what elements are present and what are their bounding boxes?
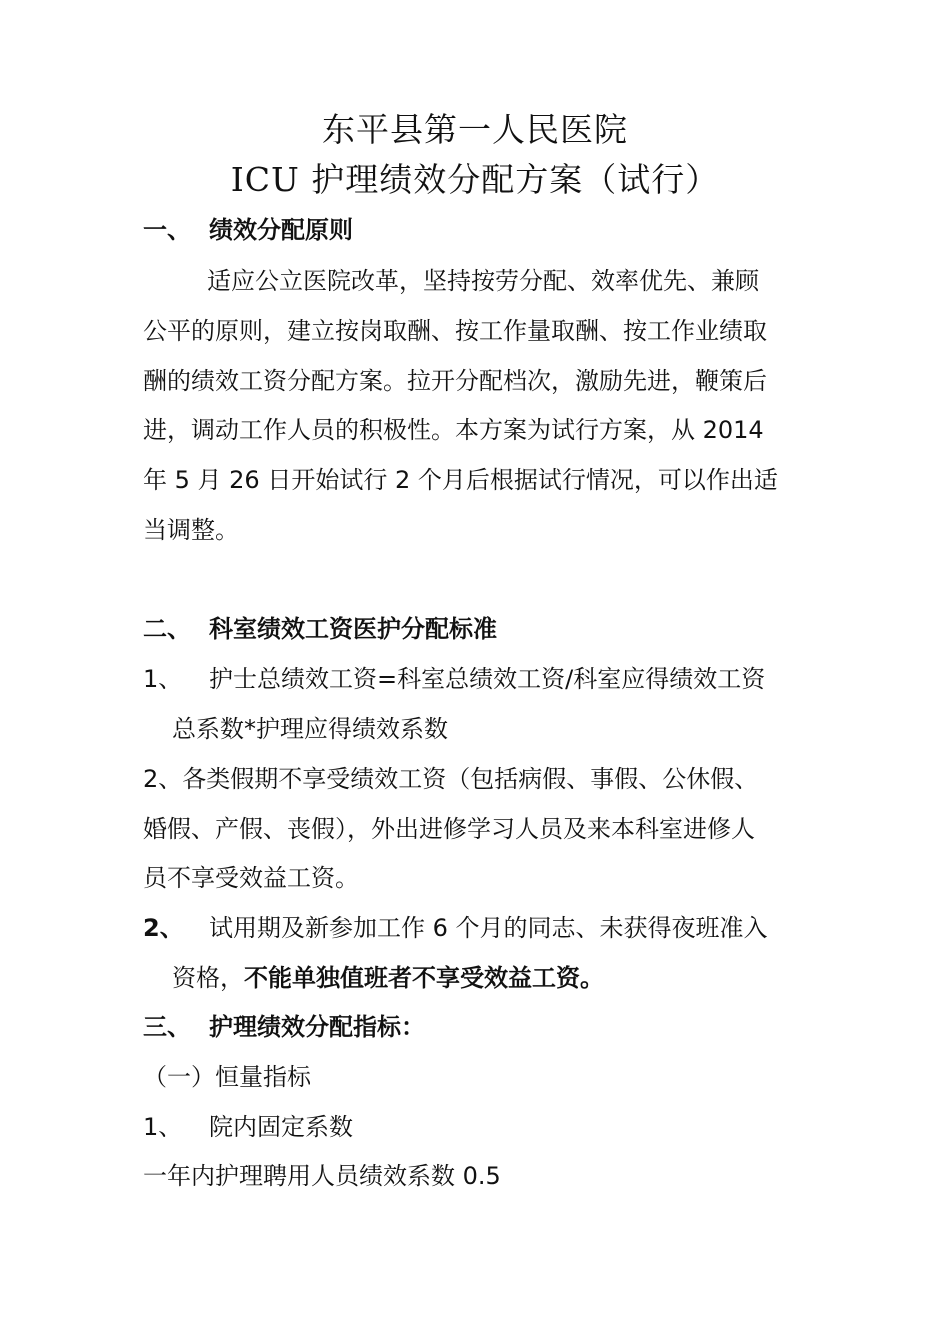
- section-1-paragraph-line: 公平的原则，建立按岗取酬、按工作量取酬、按工作业绩取: [143, 317, 767, 345]
- item-text: 院内固定系数: [209, 1113, 353, 1141]
- section-1-title: 绩效分配原则: [209, 216, 353, 244]
- section-3-heading: [143, 1010, 823, 1044]
- item-text-emphasis: 不能单独值班者不享受效益工资。: [244, 964, 604, 992]
- section-2-item-1: [143, 662, 823, 696]
- section-2-item-2-line: 员不享受效益工资。: [143, 864, 359, 892]
- section-1-paragraph-line: 年 5 月 26 日开始试行 2 个月后根据试行情况，可以作出适: [143, 466, 778, 494]
- section-2-item-3: [143, 911, 823, 945]
- section-3-item-1: [143, 1110, 823, 1144]
- section-3-subheading: （一）恒量指标: [143, 1063, 311, 1091]
- item-number: 2、: [143, 914, 184, 942]
- section-2-item-2-line: 2、各类假期不享受绩效工资（包括病假、事假、公休假、: [143, 765, 759, 793]
- section-1-number: 一、: [143, 216, 191, 244]
- section-3-number: 三、: [143, 1013, 191, 1041]
- item-text: 试用期及新参加工作 6 个月的同志、未获得夜班准入: [209, 914, 768, 942]
- section-2-item-2-line: 婚假、产假、丧假），外出进修学习人员及来本科室进修人: [143, 815, 755, 843]
- section-1-paragraph-line: 适应公立医院改革，坚持按劳分配、效率优先、兼顾: [207, 267, 759, 295]
- item-text: 资格，: [172, 964, 244, 992]
- section-3-line: 一年内护理聘用人员绩效系数 0.5: [143, 1162, 501, 1190]
- section-1-paragraph-line: 当调整。: [143, 516, 239, 544]
- section-1-heading: [143, 213, 823, 247]
- section-2-title: 科室绩效工资医护分配标准: [209, 615, 497, 643]
- section-1-paragraph-line: 进，调动工作人员的积极性。本方案为试行方案，从 2014: [143, 416, 764, 444]
- item-number: 1、: [143, 665, 183, 693]
- document-title: 东平县第一人民医院: [322, 110, 628, 149]
- section-2-number: 二、: [143, 615, 191, 643]
- section-2-item-1-continuation: 总系数*护理应得绩效系数: [172, 715, 448, 743]
- section-1-paragraph-line: 酬的绩效工资分配方案。拉开分配档次，激励先进，鞭策后: [143, 367, 767, 395]
- item-number: 1、: [143, 1113, 183, 1141]
- document-subtitle: ICU 护理绩效分配方案（试行）: [230, 160, 720, 199]
- section-3-title: 护理绩效分配指标：: [209, 1013, 425, 1041]
- section-2-heading: [143, 612, 823, 646]
- section-2-item-3-continuation: [172, 961, 852, 995]
- item-text: 护士总绩效工资=科室总绩效工资/科室应得绩效工资: [209, 665, 766, 693]
